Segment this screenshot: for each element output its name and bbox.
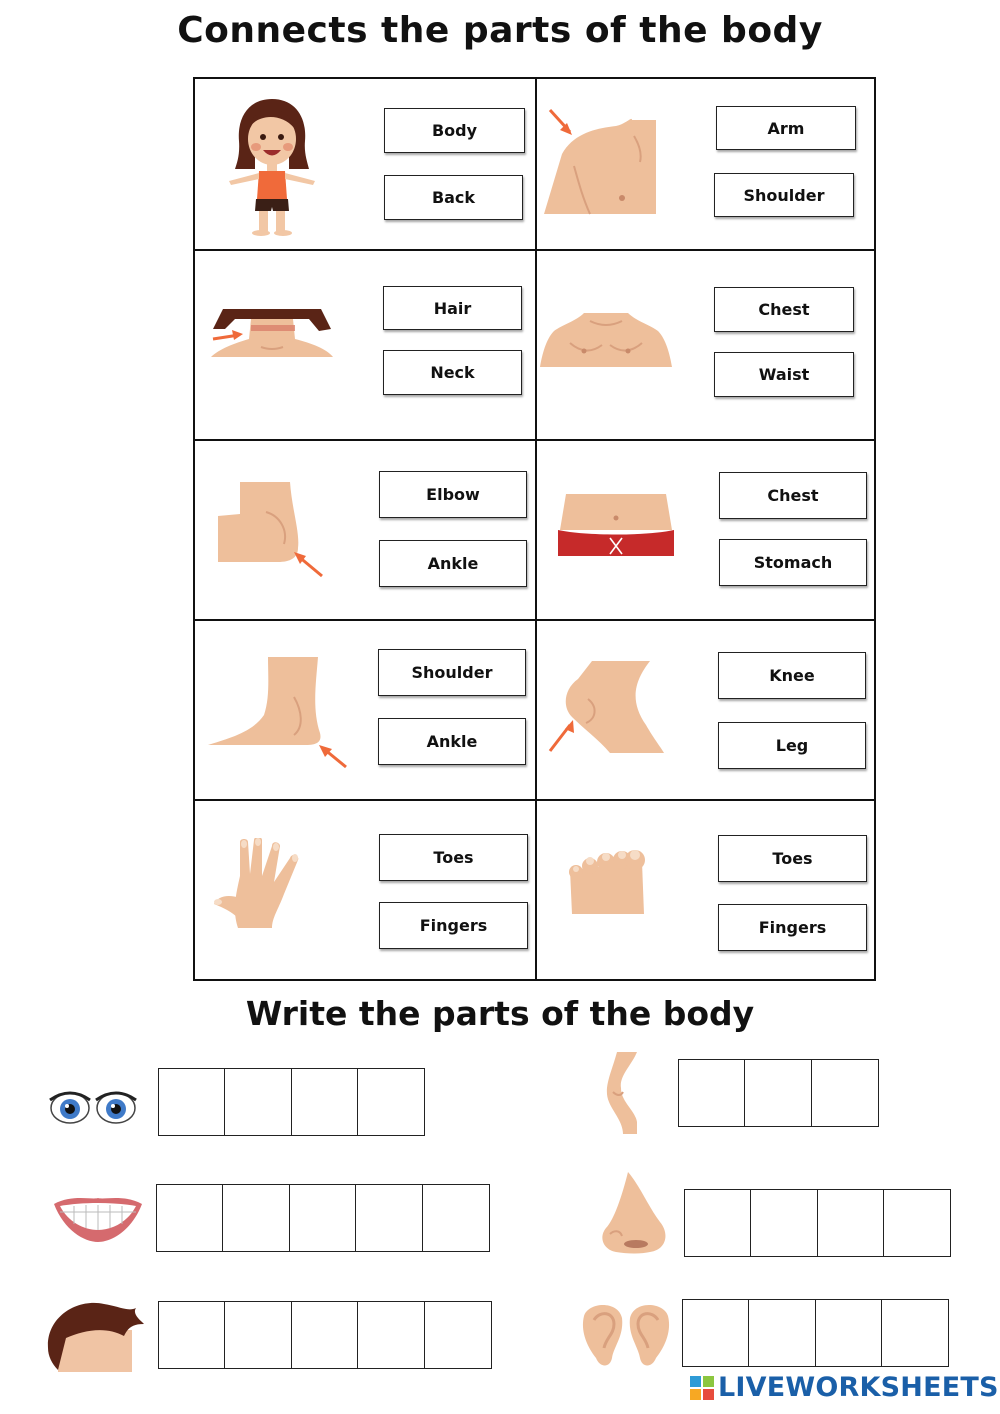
option-box[interactable]: Back bbox=[384, 175, 523, 220]
option-box[interactable]: Hair bbox=[383, 286, 522, 330]
letter-box[interactable] bbox=[158, 1068, 226, 1136]
letter-box[interactable] bbox=[682, 1299, 750, 1367]
letter-box[interactable] bbox=[883, 1189, 951, 1257]
eyes-picture bbox=[46, 1088, 138, 1128]
option-box[interactable]: Waist bbox=[714, 352, 854, 397]
hand-picture bbox=[210, 838, 320, 930]
option-box[interactable]: Toes bbox=[718, 835, 867, 882]
letter-box[interactable] bbox=[815, 1299, 883, 1367]
letter-box[interactable] bbox=[224, 1068, 292, 1136]
letter-box[interactable] bbox=[222, 1184, 290, 1252]
mouth-picture bbox=[52, 1192, 144, 1244]
option-box[interactable]: Chest bbox=[719, 472, 867, 519]
leg-picture bbox=[603, 1052, 651, 1134]
elbow-picture bbox=[218, 482, 326, 578]
option-box[interactable]: Shoulder bbox=[714, 173, 854, 217]
letter-boxes-hair bbox=[159, 1301, 492, 1369]
option-box[interactable]: Knee bbox=[718, 652, 866, 699]
grid-divider bbox=[193, 619, 876, 621]
option-box[interactable]: Neck bbox=[383, 350, 522, 395]
option-box[interactable]: Leg bbox=[718, 722, 866, 769]
letter-box[interactable] bbox=[156, 1184, 224, 1252]
foot-picture bbox=[566, 848, 646, 916]
letter-box[interactable] bbox=[224, 1301, 292, 1369]
knee-picture bbox=[548, 659, 668, 755]
grid-divider bbox=[193, 439, 876, 441]
option-box[interactable]: Fingers bbox=[379, 902, 528, 949]
option-box[interactable]: Elbow bbox=[379, 471, 527, 518]
nose-picture bbox=[600, 1172, 670, 1254]
letter-box[interactable] bbox=[357, 1068, 425, 1136]
brand-logo bbox=[690, 1372, 999, 1403]
girl-picture bbox=[225, 95, 320, 237]
letter-box[interactable] bbox=[684, 1189, 752, 1257]
page-title: Connects the parts of the body bbox=[177, 10, 823, 51]
letter-box[interactable] bbox=[678, 1059, 746, 1127]
letter-box[interactable] bbox=[750, 1189, 818, 1257]
option-box[interactable]: Toes bbox=[379, 834, 528, 881]
option-box[interactable]: Ankle bbox=[379, 540, 527, 587]
letter-box[interactable] bbox=[748, 1299, 816, 1367]
letter-boxes-leg bbox=[679, 1059, 879, 1127]
letter-box[interactable] bbox=[291, 1301, 359, 1369]
chest-picture bbox=[540, 313, 672, 369]
letter-box[interactable] bbox=[817, 1189, 885, 1257]
option-box[interactable]: Fingers bbox=[718, 904, 867, 951]
letter-box[interactable] bbox=[424, 1301, 492, 1369]
shoulder-picture bbox=[544, 106, 659, 218]
ears-picture bbox=[578, 1302, 674, 1368]
letter-box[interactable] bbox=[357, 1301, 425, 1369]
option-box[interactable]: Stomach bbox=[719, 539, 867, 586]
letter-box[interactable] bbox=[158, 1301, 226, 1369]
option-box[interactable]: Ankle bbox=[378, 718, 526, 765]
letter-box[interactable] bbox=[291, 1068, 359, 1136]
brand-name: LIVEWORKSHEETS bbox=[718, 1372, 999, 1403]
ankle-picture bbox=[206, 657, 350, 769]
option-box[interactable]: Shoulder bbox=[378, 649, 526, 696]
letter-box[interactable] bbox=[422, 1184, 490, 1252]
grid-divider bbox=[193, 799, 876, 801]
neck-picture bbox=[211, 307, 333, 359]
letter-boxes-nose bbox=[685, 1189, 951, 1257]
option-box[interactable]: Body bbox=[384, 108, 525, 153]
letter-boxes-ears bbox=[683, 1299, 949, 1367]
letter-box[interactable] bbox=[811, 1059, 879, 1127]
letter-box[interactable] bbox=[355, 1184, 423, 1252]
liveworksheets-logo-icon bbox=[690, 1376, 714, 1400]
letter-boxes-mouth bbox=[157, 1184, 490, 1252]
stomach-picture bbox=[556, 494, 676, 556]
option-box[interactable]: Arm bbox=[716, 106, 856, 150]
grid-divider bbox=[193, 249, 876, 251]
option-box[interactable]: Chest bbox=[714, 287, 854, 332]
letter-box[interactable] bbox=[289, 1184, 357, 1252]
section-title: Write the parts of the body bbox=[245, 994, 755, 1033]
hair-picture bbox=[46, 1300, 144, 1372]
letter-boxes-eyes bbox=[159, 1068, 425, 1136]
grid-divider bbox=[535, 78, 537, 981]
letter-box[interactable] bbox=[744, 1059, 812, 1127]
letter-box[interactable] bbox=[881, 1299, 949, 1367]
